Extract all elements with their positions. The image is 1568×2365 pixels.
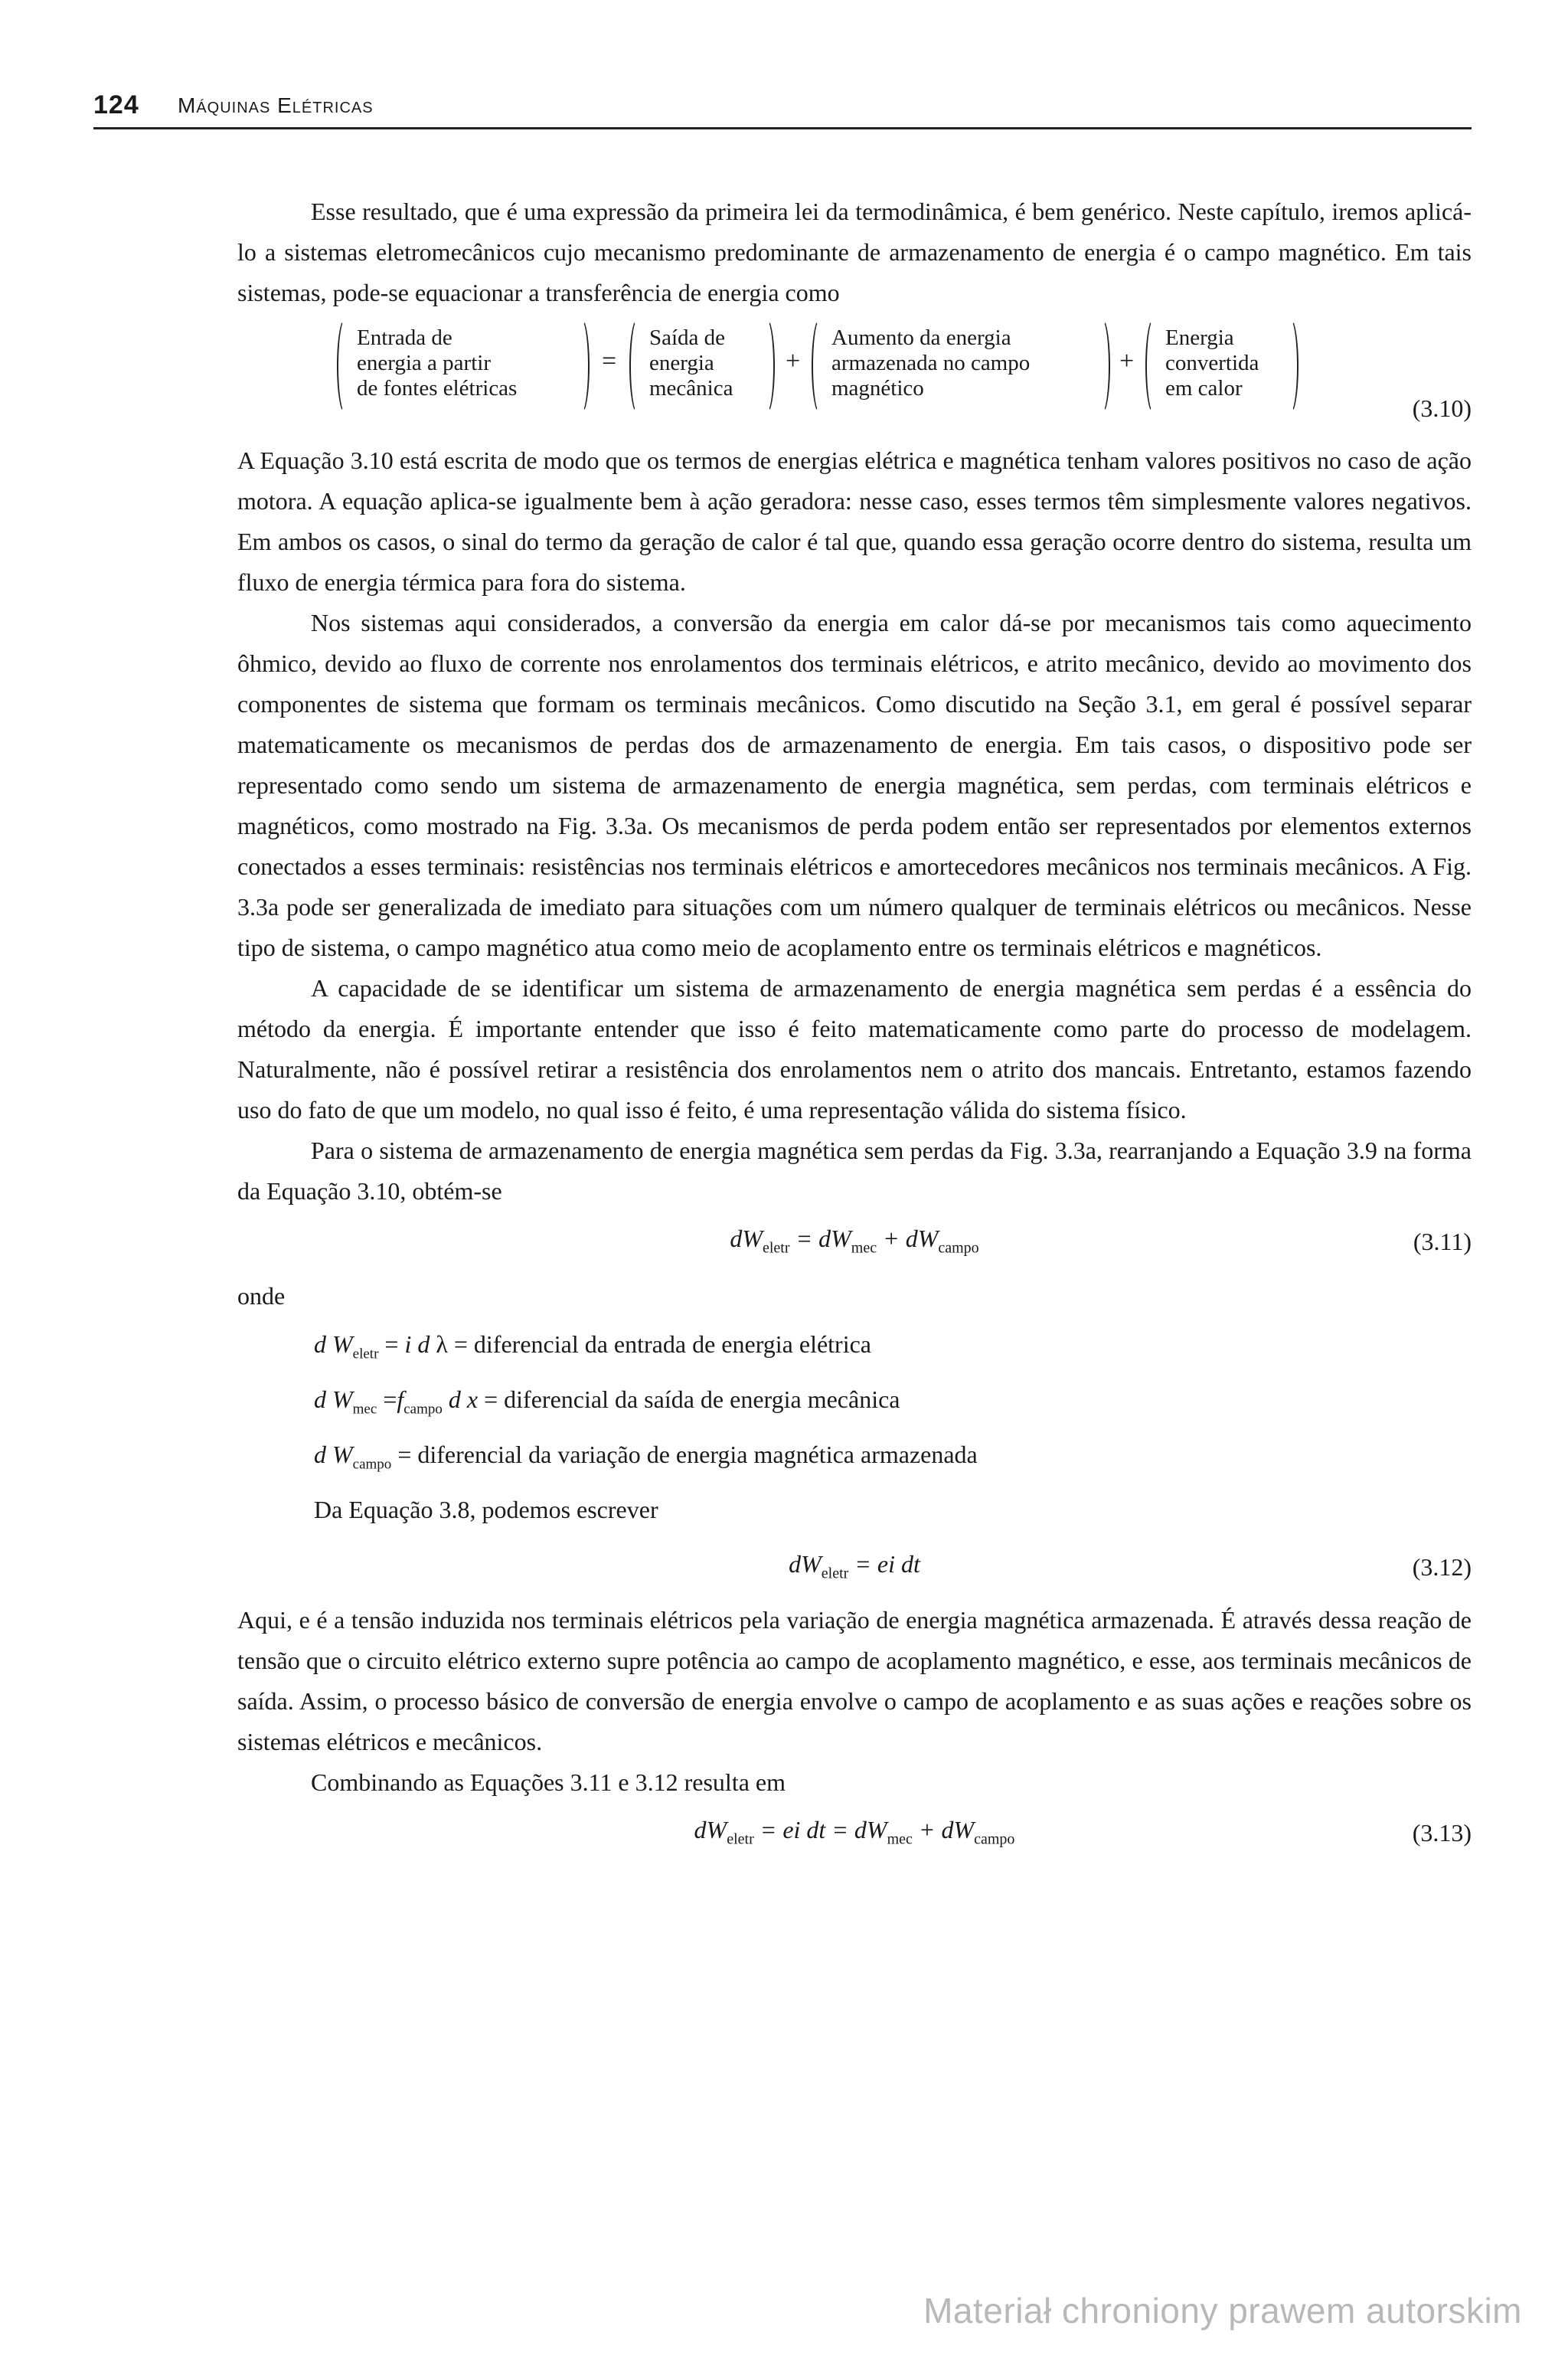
word-eq-term-3: Aumento da energia armazenada no campo magnético xyxy=(812,318,1110,417)
paragraph-2: A Equação 3.10 está escrita de modo que os termos de energias elétrica e magnética tenham valores positivos no caso de ação motora. A equação aplica-se igualmente bem à ação geradora: nesse caso, esses termos têm simplesmente valores negativos. Em ambos os casos, o sinal do termo da geração de calor é tal que, quando essa geração ocorre dentro do sistema, resulta um fluxo de energia térmica para fora do sistema. xyxy=(237,447,1472,596)
equation-number-3-10: (3.10) xyxy=(1412,394,1472,422)
definition-3: d $W_{campo}$ = diferencial da variação de energia magnética armazenada xyxy=(314,1441,978,1473)
running-head: Máquinas Elétricas xyxy=(178,93,374,117)
plus-sign-1: + xyxy=(786,347,801,375)
paragraph-5: Para o sistema de armazenamento de energia magnética sem perdas da Fig. 3.3a, rearranjando a Equação 3.9 na forma da Equação 3.10, obtém-se xyxy=(237,1137,1472,1205)
word-eq-term-4: Energia convertida em calor xyxy=(1145,318,1298,417)
equation-3-13-formula: $dW_{eletr}$ = ei dt = $dW_{mec} + dW_{campo}$ xyxy=(694,1816,1015,1848)
copyright-watermark: Materiał chroniony prawem autorskim xyxy=(923,2291,1522,2331)
page-number: 124 xyxy=(93,90,139,119)
page-body xyxy=(237,191,1472,1856)
equation-3-12 xyxy=(237,1537,1472,1591)
equation-number-3-11: (3.11) xyxy=(1413,1228,1472,1255)
word-eq-term-1: Entrada de energia a partir de fontes elétricas xyxy=(337,318,590,417)
word-eq-term-2: Saída de energia mecânica xyxy=(629,318,775,417)
da-equacao-line: Da Equação 3.8, podemos escrever xyxy=(314,1496,658,1523)
definition-1: d $W_{eletr} = i$ d λ = diferencial da entrada de energia elétrica xyxy=(314,1330,871,1362)
paragraph-7: Combinando as Equações 3.11 e 3.12 resulta em xyxy=(311,1768,786,1796)
paragraph-3: Nos sistemas aqui considerados, a conversão da energia em calor dá-se por mecanismos tais como aquecimento ôhmico, devido ao fluxo de corrente nos enrolamentos dos terminais elétricos, e atrito mecânico, devido ao movimento dos componentes de sistema que formam os terminais mecânicos. Como discutido na Seção 3.1, em geral é possível separar matematicamente os mecanismos de perdas dos de armazenamento de energia. Em tais casos, o dispositivo pode ser representado como sendo um sistema de armazenamento de energia magnética, sem perdas, com terminais elétricos e magnéticos, como mostrado na Fig. 3.3a. Os mecanismos de perda podem então ser representados por elementos externos conectados a esses terminais: resistências nos terminais elétricos e amortecedores mecânicos nos terminais mecânicos. A Fig. 3.3a pode ser generalizada de imediato para situações com um número qualquer de terminais elétricos ou mecânicos. Nesse tipo de sistema, o campo magnético atua como meio de acoplamento entre os terminais elétricos e magnéticos. xyxy=(237,609,1472,961)
paragraph-4: A capacidade de se identificar um sistema de armazenamento de energia magnética sem perdas é a essência do método da energia. É importante entender que isso é feito matematicamente como parte do processo de modelagem. Naturalmente, não é possível retirar a resistência dos enrolamentos nem o atrito dos mancais. Entretanto, estamos fazendo uso do fato de que um modelo, no qual isso é feito, é uma representação válida do sistema físico. xyxy=(237,974,1472,1124)
equation-number-3-13: (3.13) xyxy=(1412,1819,1472,1847)
paragraph-1: Esse resultado, que é uma expressão da primeira lei da termodinâmica, é bem genérico. Neste capítulo, iremos aplicá-lo a sistemas eletromecânicos cujo mecanismo predominante de armazenamento de energia é o campo magnético. Em tais sistemas, pode-se equacionar a transferência de energia como xyxy=(237,198,1472,306)
equals-sign: = xyxy=(602,347,617,375)
equation-3-11-formula: $dW_{eletr} = dW_{mec} + dW_{campo}$ xyxy=(730,1225,979,1257)
equation-number-3-12: (3.12) xyxy=(1412,1553,1472,1581)
onde-label: onde xyxy=(237,1282,286,1310)
page-header xyxy=(93,90,1472,129)
definitions-list xyxy=(314,1317,1472,1537)
plus-sign-2: + xyxy=(1119,347,1135,375)
definition-2: d $W_{mec} =f_{campo}$ d x = diferencial da saída de energia mecânica xyxy=(314,1385,900,1418)
word-equation-3-10 xyxy=(237,318,1472,433)
equation-3-13 xyxy=(237,1803,1472,1856)
equation-3-11 xyxy=(237,1212,1472,1265)
paragraph-6: Aqui, e é a tensão induzida nos terminais elétricos pela variação de energia magnética armazenada. É através dessa reação de tensão que o circuito elétrico externo supre potência ao campo de acoplamento magnético, e esse, aos terminais mecânicos de saída. Assim, o processo básico de conversão de energia envolve o campo de acoplamento e as suas ações e reações sobre os sistemas elétricos e mecânicos. xyxy=(237,1606,1472,1755)
equation-3-12-formula: $dW_{eletr}$ = ei dt xyxy=(789,1550,920,1582)
